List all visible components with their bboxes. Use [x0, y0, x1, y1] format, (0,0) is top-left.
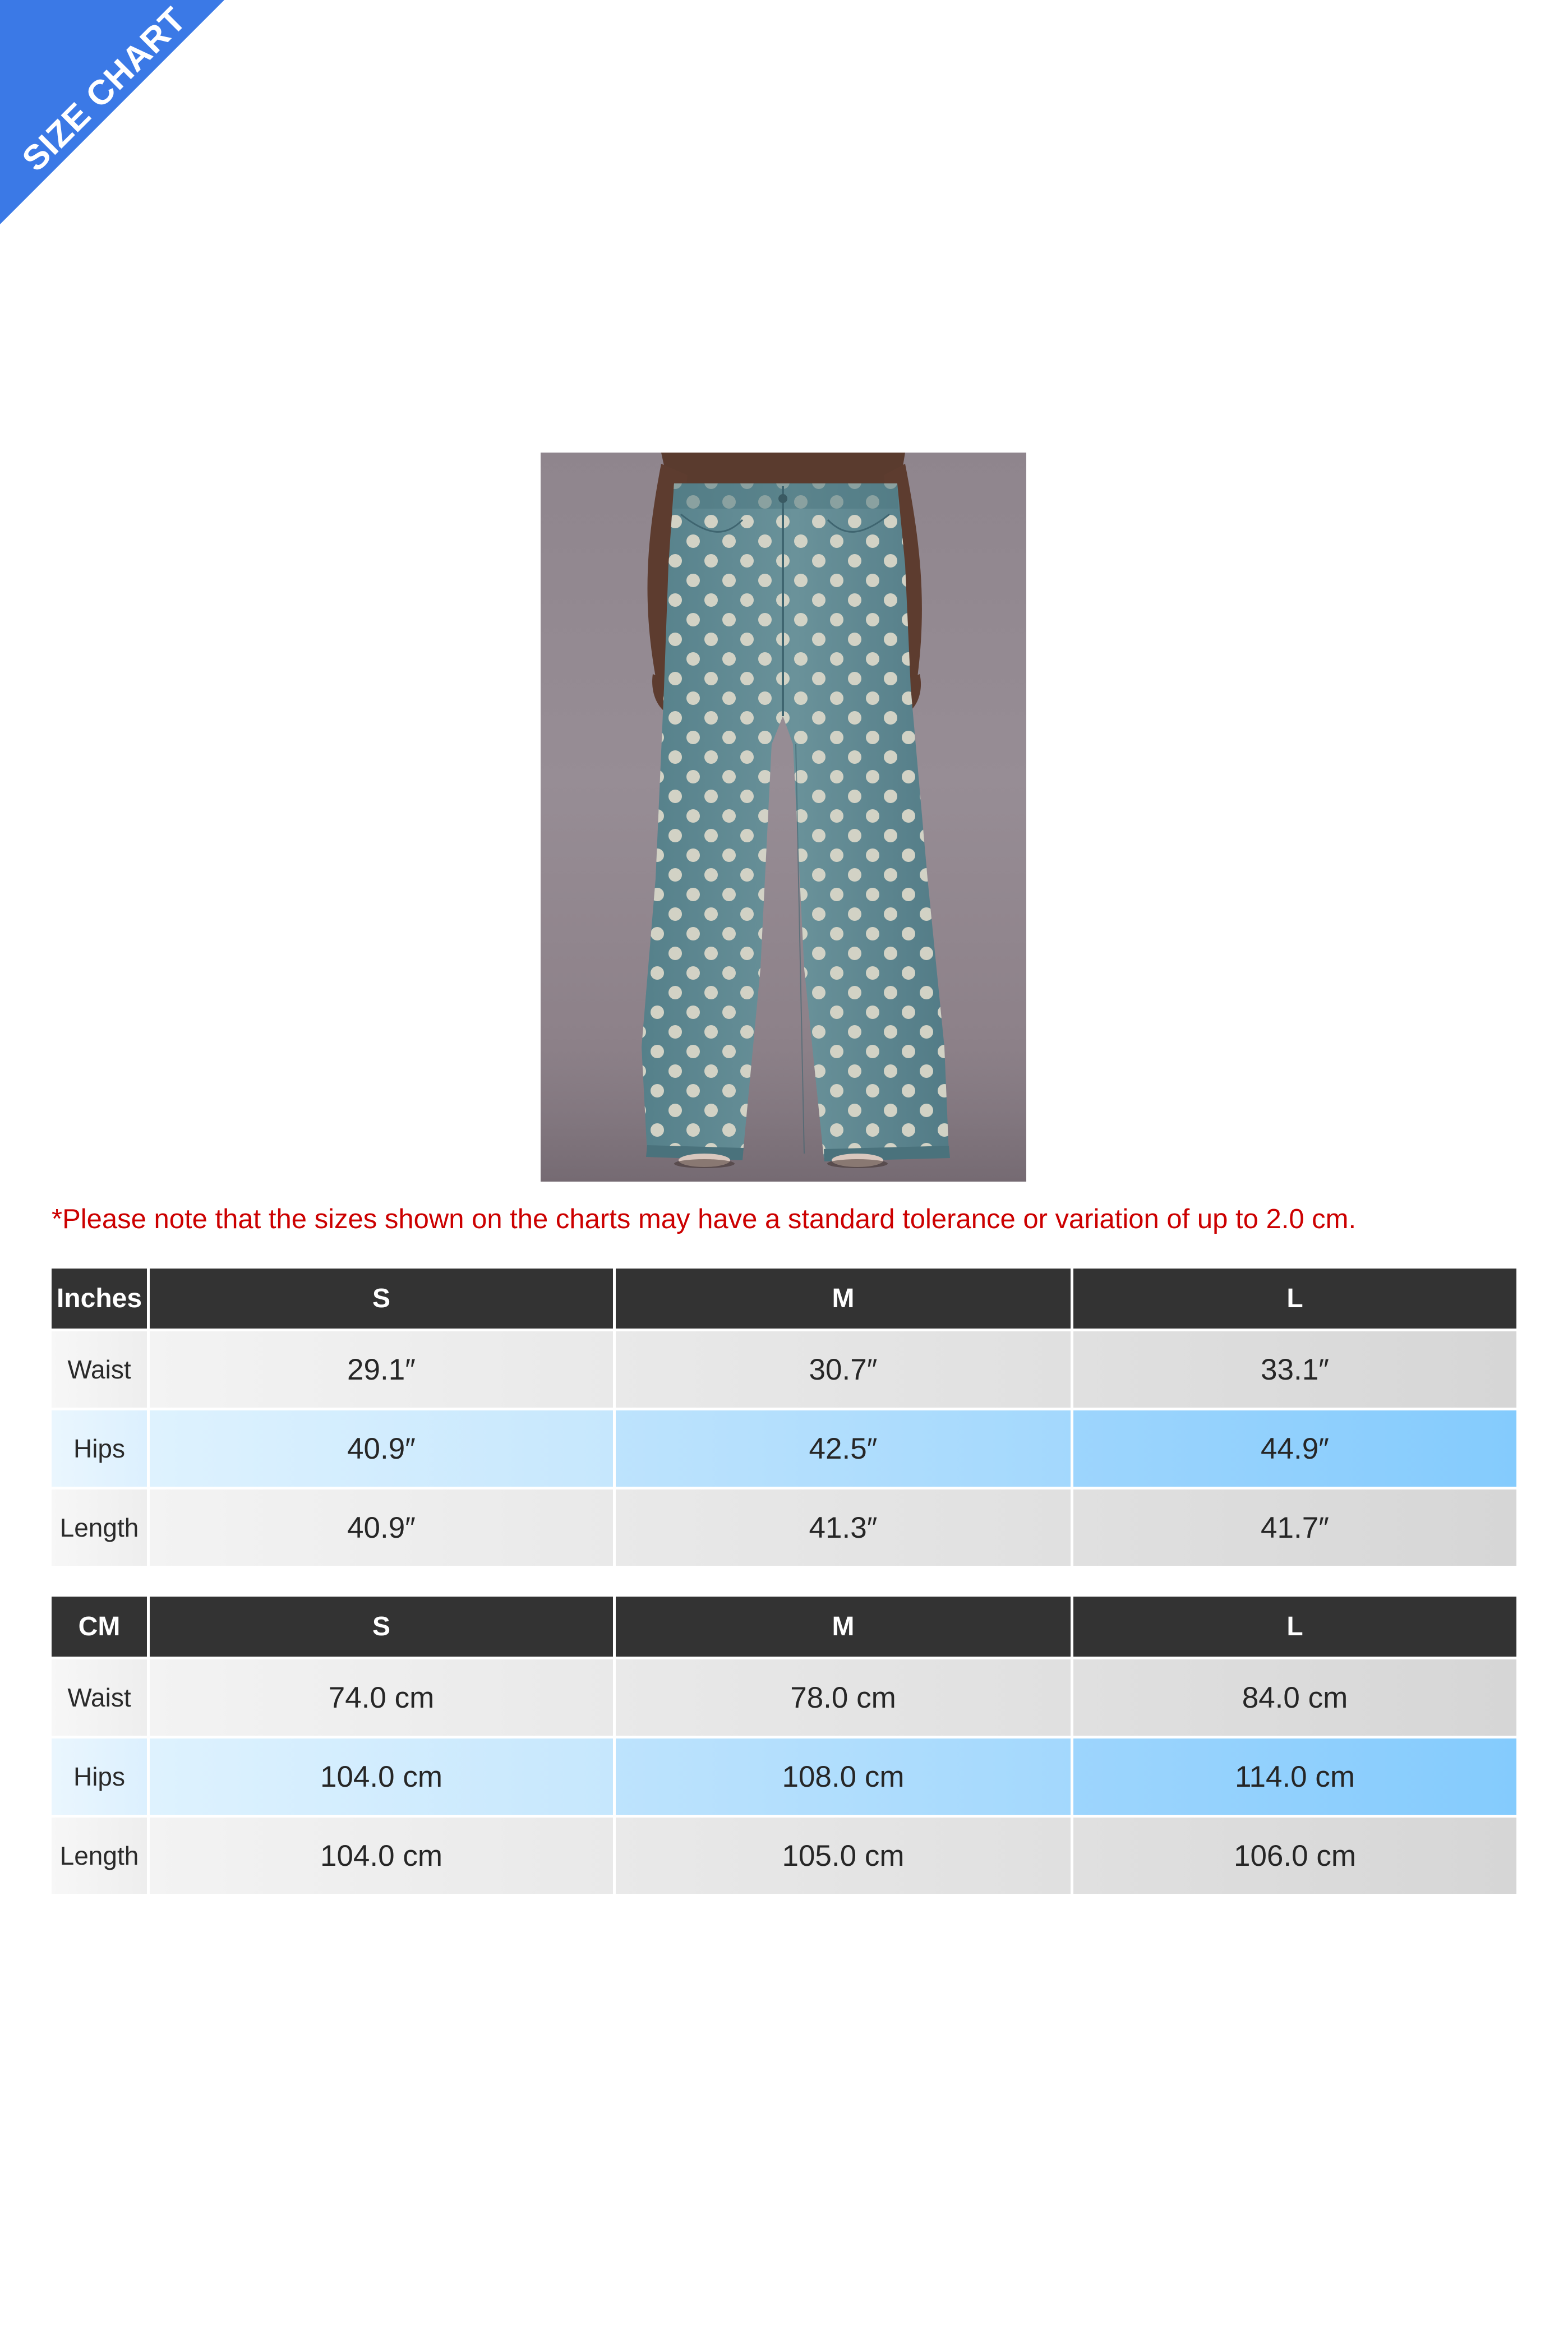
size-chart-badge: [0, 0, 236, 236]
cell-hips-l: 114.0 cm: [1073, 1738, 1516, 1815]
size-chart-ribbon: [0, 0, 224, 224]
size-table-inches: [49, 1266, 1519, 1569]
product-image: [541, 453, 1026, 1182]
table-row: [52, 1410, 1516, 1487]
cell-length-m: 105.0 cm: [616, 1818, 1071, 1894]
cell-length-s: 104.0 cm: [150, 1818, 613, 1894]
row-label-hips: Hips: [52, 1738, 147, 1815]
table-row: [52, 1489, 1516, 1566]
table-row: [52, 1738, 1516, 1815]
cell-length-m: 41.3″: [616, 1489, 1071, 1566]
size-header-l: L: [1073, 1269, 1516, 1329]
cell-hips-s: 40.9″: [150, 1410, 613, 1487]
row-label-hips: Hips: [52, 1410, 147, 1487]
cell-waist-s: 29.1″: [150, 1331, 613, 1408]
size-header-m: M: [616, 1597, 1071, 1657]
table-row: [52, 1659, 1516, 1736]
table-header-row: [52, 1597, 1516, 1657]
cell-waist-l: 84.0 cm: [1073, 1659, 1516, 1736]
row-label-waist: Waist: [52, 1331, 147, 1408]
cell-length-l: 41.7″: [1073, 1489, 1516, 1566]
cell-hips-l: 44.9″: [1073, 1410, 1516, 1487]
size-header-l: L: [1073, 1597, 1516, 1657]
cell-hips-m: 108.0 cm: [616, 1738, 1071, 1815]
unit-header: CM: [52, 1597, 147, 1657]
cell-hips-m: 42.5″: [616, 1410, 1071, 1487]
cell-waist-m: 78.0 cm: [616, 1659, 1071, 1736]
row-label-length: Length: [52, 1818, 147, 1894]
cell-waist-l: 33.1″: [1073, 1331, 1516, 1408]
polka-dot-wide-leg-jeans-photo-icon: [541, 453, 1026, 1182]
table-header-row: [52, 1269, 1516, 1329]
cell-length-s: 40.9″: [150, 1489, 613, 1566]
unit-header: Inches: [52, 1269, 147, 1329]
size-header-s: S: [150, 1269, 613, 1329]
size-header-m: M: [616, 1269, 1071, 1329]
size-table-cm: [49, 1594, 1519, 1897]
cell-waist-m: 30.7″: [616, 1331, 1071, 1408]
size-chart-badge-label: SIZE CHART: [15, 0, 194, 179]
tolerance-note: *Please note that the sizes shown on the charts may have a standard tolerance or variation of up to 2.0 cm.: [52, 1204, 1357, 1234]
cell-length-l: 106.0 cm: [1073, 1818, 1516, 1894]
cell-waist-s: 74.0 cm: [150, 1659, 613, 1736]
cell-hips-s: 104.0 cm: [150, 1738, 613, 1815]
row-label-length: Length: [52, 1489, 147, 1566]
table-row: [52, 1331, 1516, 1408]
row-label-waist: Waist: [52, 1659, 147, 1736]
size-header-s: S: [150, 1597, 613, 1657]
table-row: [52, 1818, 1516, 1894]
